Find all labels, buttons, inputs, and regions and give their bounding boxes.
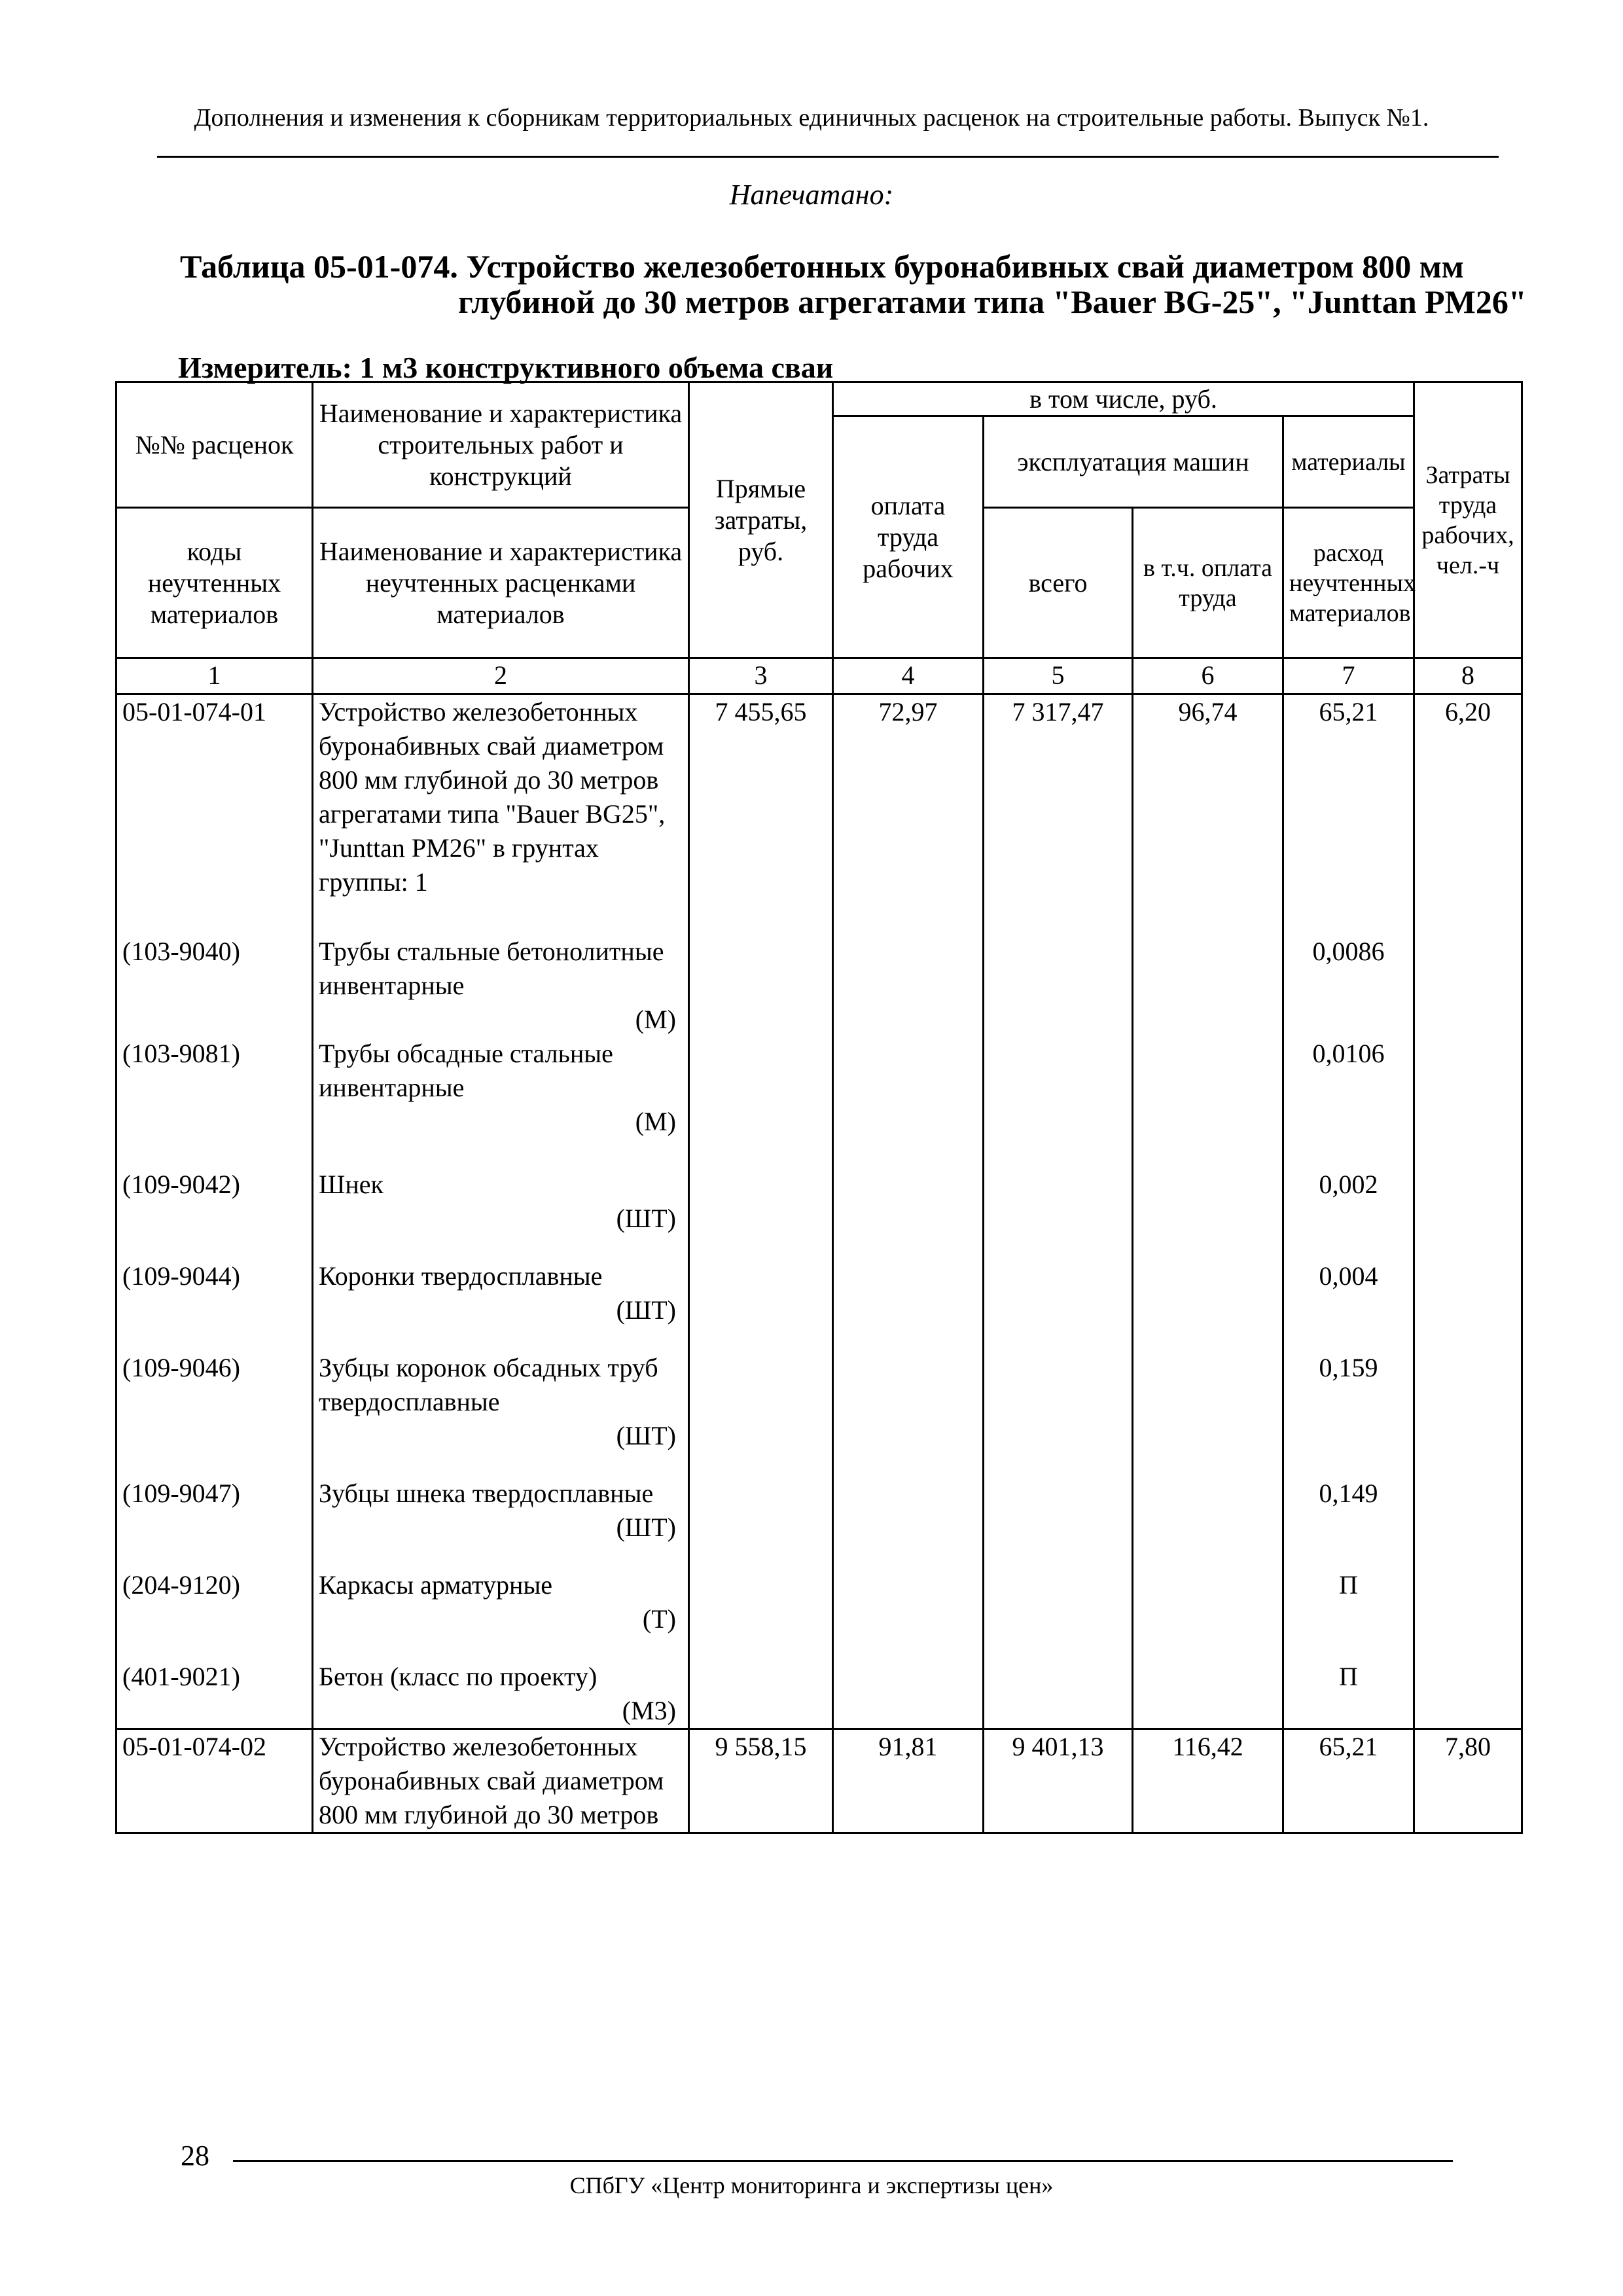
- material-consumption: П: [1283, 1636, 1414, 1729]
- measure-unit: Измеритель: 1 м3 конструктивного объема сваи: [178, 351, 834, 384]
- material-code: (109-9047): [116, 1453, 313, 1545]
- material-code: (103-9040): [116, 899, 313, 1037]
- column-numbers-row: [116, 658, 1522, 694]
- col-number: 7: [1283, 658, 1414, 694]
- material-row: [116, 899, 1522, 1037]
- col-number: 8: [1414, 658, 1522, 694]
- material-name: Бетон (класс по проекту): [319, 1662, 597, 1691]
- row-code: 05-01-074-02: [116, 1729, 313, 1833]
- row-machines-labor: 116,42: [1133, 1729, 1283, 1833]
- table-row: [116, 1729, 1522, 1833]
- row-labor-pay: 91,81: [833, 1729, 984, 1833]
- material-unit: (М3): [622, 1696, 676, 1725]
- col-head-name: Наименование и характеристика строительных работ и конструкций: [313, 382, 689, 508]
- material-consumption: 0,0106: [1283, 1037, 1414, 1139]
- page-number: 28: [181, 2140, 209, 2172]
- col-number: 1: [116, 658, 313, 694]
- table-row: [116, 694, 1522, 900]
- material-row: [116, 1636, 1522, 1729]
- col-head-direct: Прямые затраты, руб.: [689, 382, 833, 658]
- col-number: 6: [1133, 658, 1283, 694]
- table-title-line-2: глубиной до 30 метров агрегатами типа "Bauer BG-25", "Junttan PM26": [458, 283, 1527, 320]
- row-machines-total: 9 401,13: [984, 1729, 1133, 1833]
- material-code: (109-9044): [116, 1236, 313, 1327]
- footer-rule: [233, 2160, 1453, 2162]
- row-labor-cost: 7,80: [1414, 1729, 1522, 1833]
- material-code: (109-9046): [116, 1327, 313, 1453]
- printed-label: Напечатано:: [729, 179, 894, 211]
- col-head-materials-sub: расход неучтенных материалов: [1283, 508, 1414, 658]
- row-direct: 9 558,15: [689, 1729, 833, 1833]
- material-name: Шнек: [319, 1170, 383, 1199]
- material-unit: (ШТ): [616, 1204, 676, 1233]
- row-machines-total: 7 317,47: [984, 694, 1133, 900]
- material-consumption: 0,149: [1283, 1453, 1414, 1545]
- price-table: [115, 381, 1523, 1834]
- col-head-code-sub: коды неучтенных материалов: [116, 508, 313, 658]
- material-row: [116, 1545, 1522, 1636]
- material-name: Трубы обсадные стальные инвентарные: [319, 1039, 613, 1102]
- footer-publisher: СПбГУ «Центр мониторинга и экспертизы цен»: [569, 2172, 1054, 2198]
- material-consumption: 0,002: [1283, 1139, 1414, 1236]
- material-consumption: 0,0086: [1283, 899, 1414, 1037]
- material-unit: (Т): [642, 1604, 676, 1634]
- col-head-machines-labor: в т.ч. оплата труда: [1133, 508, 1283, 658]
- col-head-machines: эксплуатация машин: [984, 416, 1283, 508]
- row-name: Устройство железобетонных буронабивных свай диаметром 800 мм глубиной до 30 метров агрегатами типа "Bauer BG25", "Junttan PM26" в грунтах группы: 1: [313, 694, 689, 900]
- material-consumption: П: [1283, 1545, 1414, 1636]
- col-number: 2: [313, 658, 689, 694]
- row-code: 05-01-074-01: [116, 694, 313, 900]
- row-direct: 7 455,65: [689, 694, 833, 900]
- col-head-materials: материалы: [1283, 416, 1414, 508]
- material-unit: (ШТ): [616, 1295, 676, 1325]
- material-unit: (ШТ): [616, 1513, 676, 1542]
- material-consumption: 0,004: [1283, 1236, 1414, 1327]
- col-head-incl: в том числе, руб.: [833, 382, 1414, 416]
- header-rule: [157, 156, 1499, 158]
- col-number: 3: [689, 658, 833, 694]
- material-name: Трубы стальные бетонолитные инвентарные: [319, 937, 664, 1000]
- row-materials: 65,21: [1283, 1729, 1414, 1833]
- row-labor-cost: 6,20: [1414, 694, 1522, 900]
- material-row: [116, 1139, 1522, 1236]
- running-header: Дополнения и изменения к сборникам территориальных единичных расценок на строительные работы. Выпуск №1.: [194, 104, 1429, 132]
- material-name: Зубцы шнека твердосплавные: [319, 1479, 654, 1508]
- material-code: (103-9081): [116, 1037, 313, 1139]
- material-consumption: 0,159: [1283, 1327, 1414, 1453]
- col-head-labor-pay: оплата труда рабочих: [833, 416, 984, 658]
- col-head-labor-cost: Затраты труда рабочих, чел.-ч: [1414, 382, 1522, 658]
- col-number: 5: [984, 658, 1133, 694]
- material-code: (109-9042): [116, 1139, 313, 1236]
- col-head-machines-total: всего: [984, 508, 1133, 658]
- material-row: [116, 1037, 1522, 1139]
- material-name: Коронки твердосплавные: [319, 1261, 603, 1291]
- material-code: (204-9120): [116, 1545, 313, 1636]
- table-title-line-1: Таблица 05-01-074. Устройство железобетонных буронабивных свай диаметром 800 мм: [180, 248, 1464, 285]
- material-unit: (М): [635, 1107, 676, 1136]
- material-unit: (ШТ): [616, 1421, 676, 1450]
- material-code: (401-9021): [116, 1636, 313, 1729]
- material-row: [116, 1236, 1522, 1327]
- col-number: 4: [833, 658, 984, 694]
- row-labor-pay: 72,97: [833, 694, 984, 900]
- material-name: Каркасы арматурные: [319, 1570, 553, 1600]
- material-row: [116, 1327, 1522, 1453]
- material-unit: (М): [635, 1005, 676, 1034]
- col-head-name-sub: Наименование и характеристика неучтенных расценками материалов: [313, 508, 689, 658]
- material-row: [116, 1453, 1522, 1545]
- material-name: Зубцы коронок обсадных труб твердосплавные: [319, 1353, 658, 1416]
- col-head-code: №№ расценок: [116, 382, 313, 508]
- row-materials: 65,21: [1283, 694, 1414, 900]
- row-machines-labor: 96,74: [1133, 694, 1283, 900]
- row-name: Устройство железобетонных буронабивных свай диаметром 800 мм глубиной до 30 метров: [313, 1729, 689, 1833]
